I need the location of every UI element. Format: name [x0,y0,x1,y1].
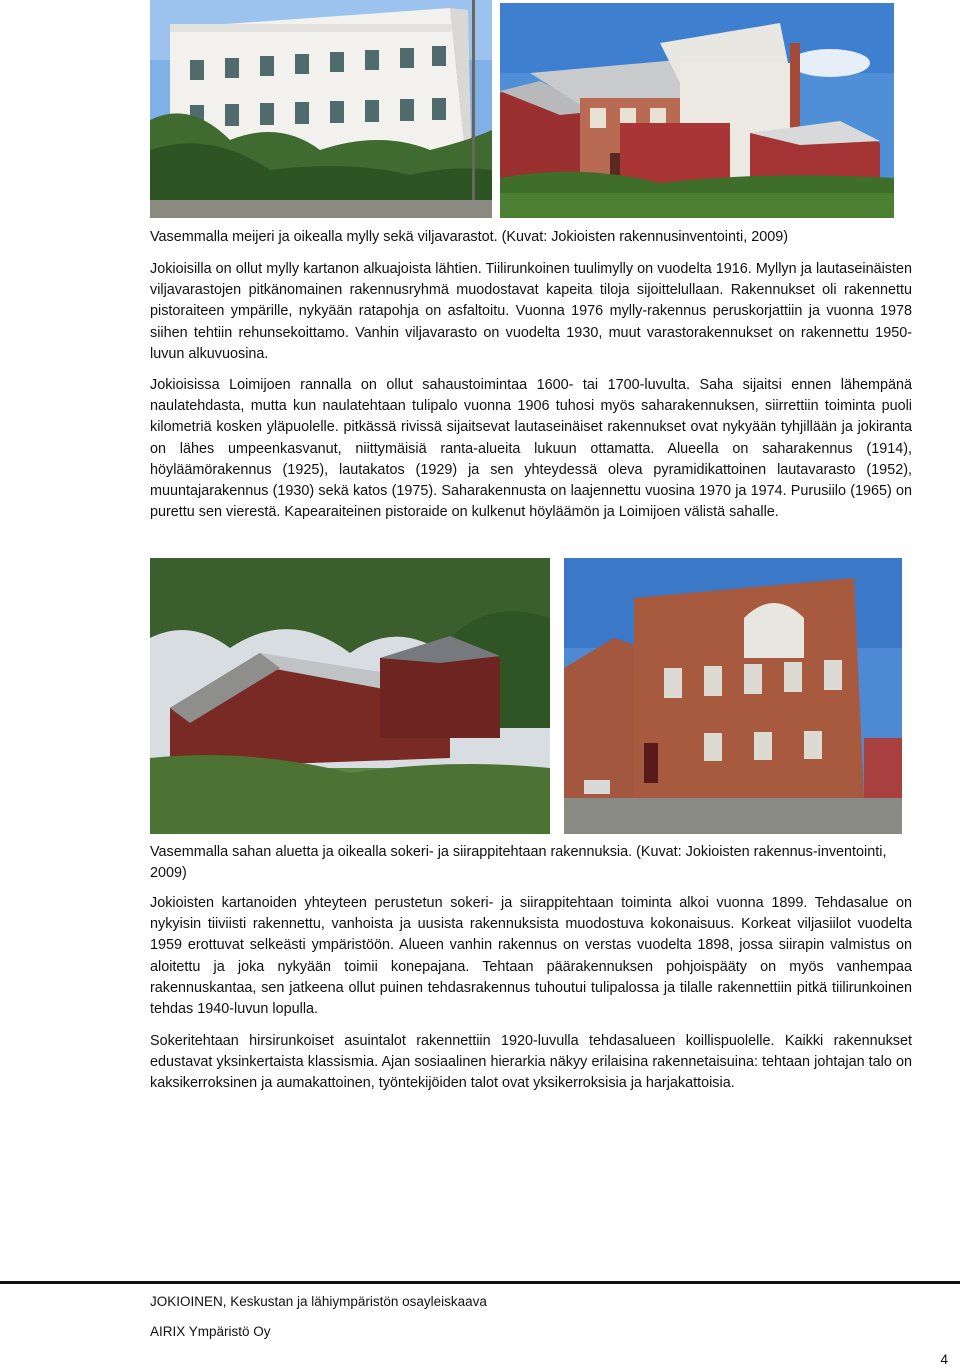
paragraph-housing-text: Sokeritehtaan hirsirunkoiset asuintalot rakennettiin 1920-luvulla tehdasalueen koillispuolelle. Kaikki rakennukset edustavat yksinkertaista klassismia. Ajan sosiaalinen hierarkia näkyy erilaisina rakennetaisuina: tehtaan johtajan talo on kaksikerroksinen ja aumakattoinen, työntekijöiden talot ovat yksikerroksisia ja harjakattoisia. [150,1033,912,1092]
paragraph-sawmill [150,375,912,523]
paragraph-mill-text: Jokioisilla on ollut mylly kartanon alkuajoista lähtien. Tiilirunkoinen tuulimylly on vuodelta 1916. Myllyn ja lautaseinäisten viljavarastojen pitkänomainen rakennusryhmä muodostavat kapeita tiloja sijoittelullaan. Rakennukset oli rakennettu pistoraiteen ympärille, nykyään ratapohja on asfaltoitu. Vuonna 1976 mylly-rakennus peruskorjattiin ja vuonna 1978 siihen tehtiin rehunsekoittamo. Vanhin viljavarasto on vuodelta 1930, muut varastorakennukset on rakennettu 1950-luvun alkuvuosina. [150,261,912,362]
photo-dairy-building [150,0,492,218]
footer-rule [0,1281,960,1284]
caption-top: Vasemmalla meijeri ja oikealla mylly sekä viljavarastot. (Kuvat: Jokioisten rakennusinventointi, 2009) [150,229,789,245]
paragraph-housing [150,1031,912,1095]
caption-middle: Vasemmalla sahan aluetta ja oikealla sokeri- ja siirappitehtaan rakennuksia. (Kuvat: Jokioisten rakennus-inventointi, 2009) [150,844,887,881]
page-number: 4 [940,1352,948,1367]
photo-sugar-factory [564,558,902,834]
footer-company: AIRIX Ympäristö Oy [150,1324,271,1339]
photo-sawmill-area [150,558,550,834]
paragraph-sawmill-text: Jokioisissa Loimijoen rannalla on ollut sahaustoimintaa 1600- tai 1700-luvulta. Saha sijaitsi ennen lähempänä naulatehdasta, mutta kun naulatehtaan tulipalo vuonna 1906 tuhosi myös saharakennuksen, siirrettiin toiminta puoli kilometriä kosken yläpuolelle. pitkässä rivissä sijaitsevat lautaseinäiset rakennukset ovat nykyään tyhjillään ja jokiranta on lähes umpeenkasvanut, niittymäisiä ranta-alueita lukuun ottamatta. Alueella on saharakennus (1914), höyläämörakennus (1925), lautakatos (1929) ja sen yhteydessä oleva pyramidikattoinen lautavarasto (1952), muuntajarakennus (1930) sekä katos (1975). Saharakennusta on laajennettu vuosina 1970 ja 1974. Purusiilo (1965) on purettu sen vierestä. Kapearaiteinen pistoraide on kulkenut höyläämön ja Loimijoen välistä sahalle. [150,377,912,521]
photo-mill-warehouses [500,3,894,218]
paragraph-mill [150,259,912,365]
footer-title: JOKIOINEN, Keskustan ja lähiympäristön osayleiskaava [150,1294,487,1309]
paragraph-sugar-factory [150,893,912,1020]
paragraph-sugar-factory-text: Jokioisten kartanoiden yhteyteen perustetun sokeri- ja siirappitehtaan toiminta alkoi vuonna 1899. Tehdasalue on nykyisin tiiviisti rakennettu, vanhoista ja uusista rakennuksista muodostuva kokonaisuus. Korkeat viljasiilot vuodelta 1959 erottuvat selkeästi ympäristöön. Alueen vanhin rakennus on verstas vuodelta 1898, jossa siirapin valmistus on aloitettu ja joka nykyään toimii konepajana. Tehtaan päärakennuksen pohjoispääty on myös vanhempaa rakennuskantaa, sen jatkeena ollut puinen tehdasrakennus tuhoutui tulipalossa ja tilalle rakennettiin pitkä tiilirunkoinen tehdas 1940-luvun lopulla. [150,895,912,1018]
